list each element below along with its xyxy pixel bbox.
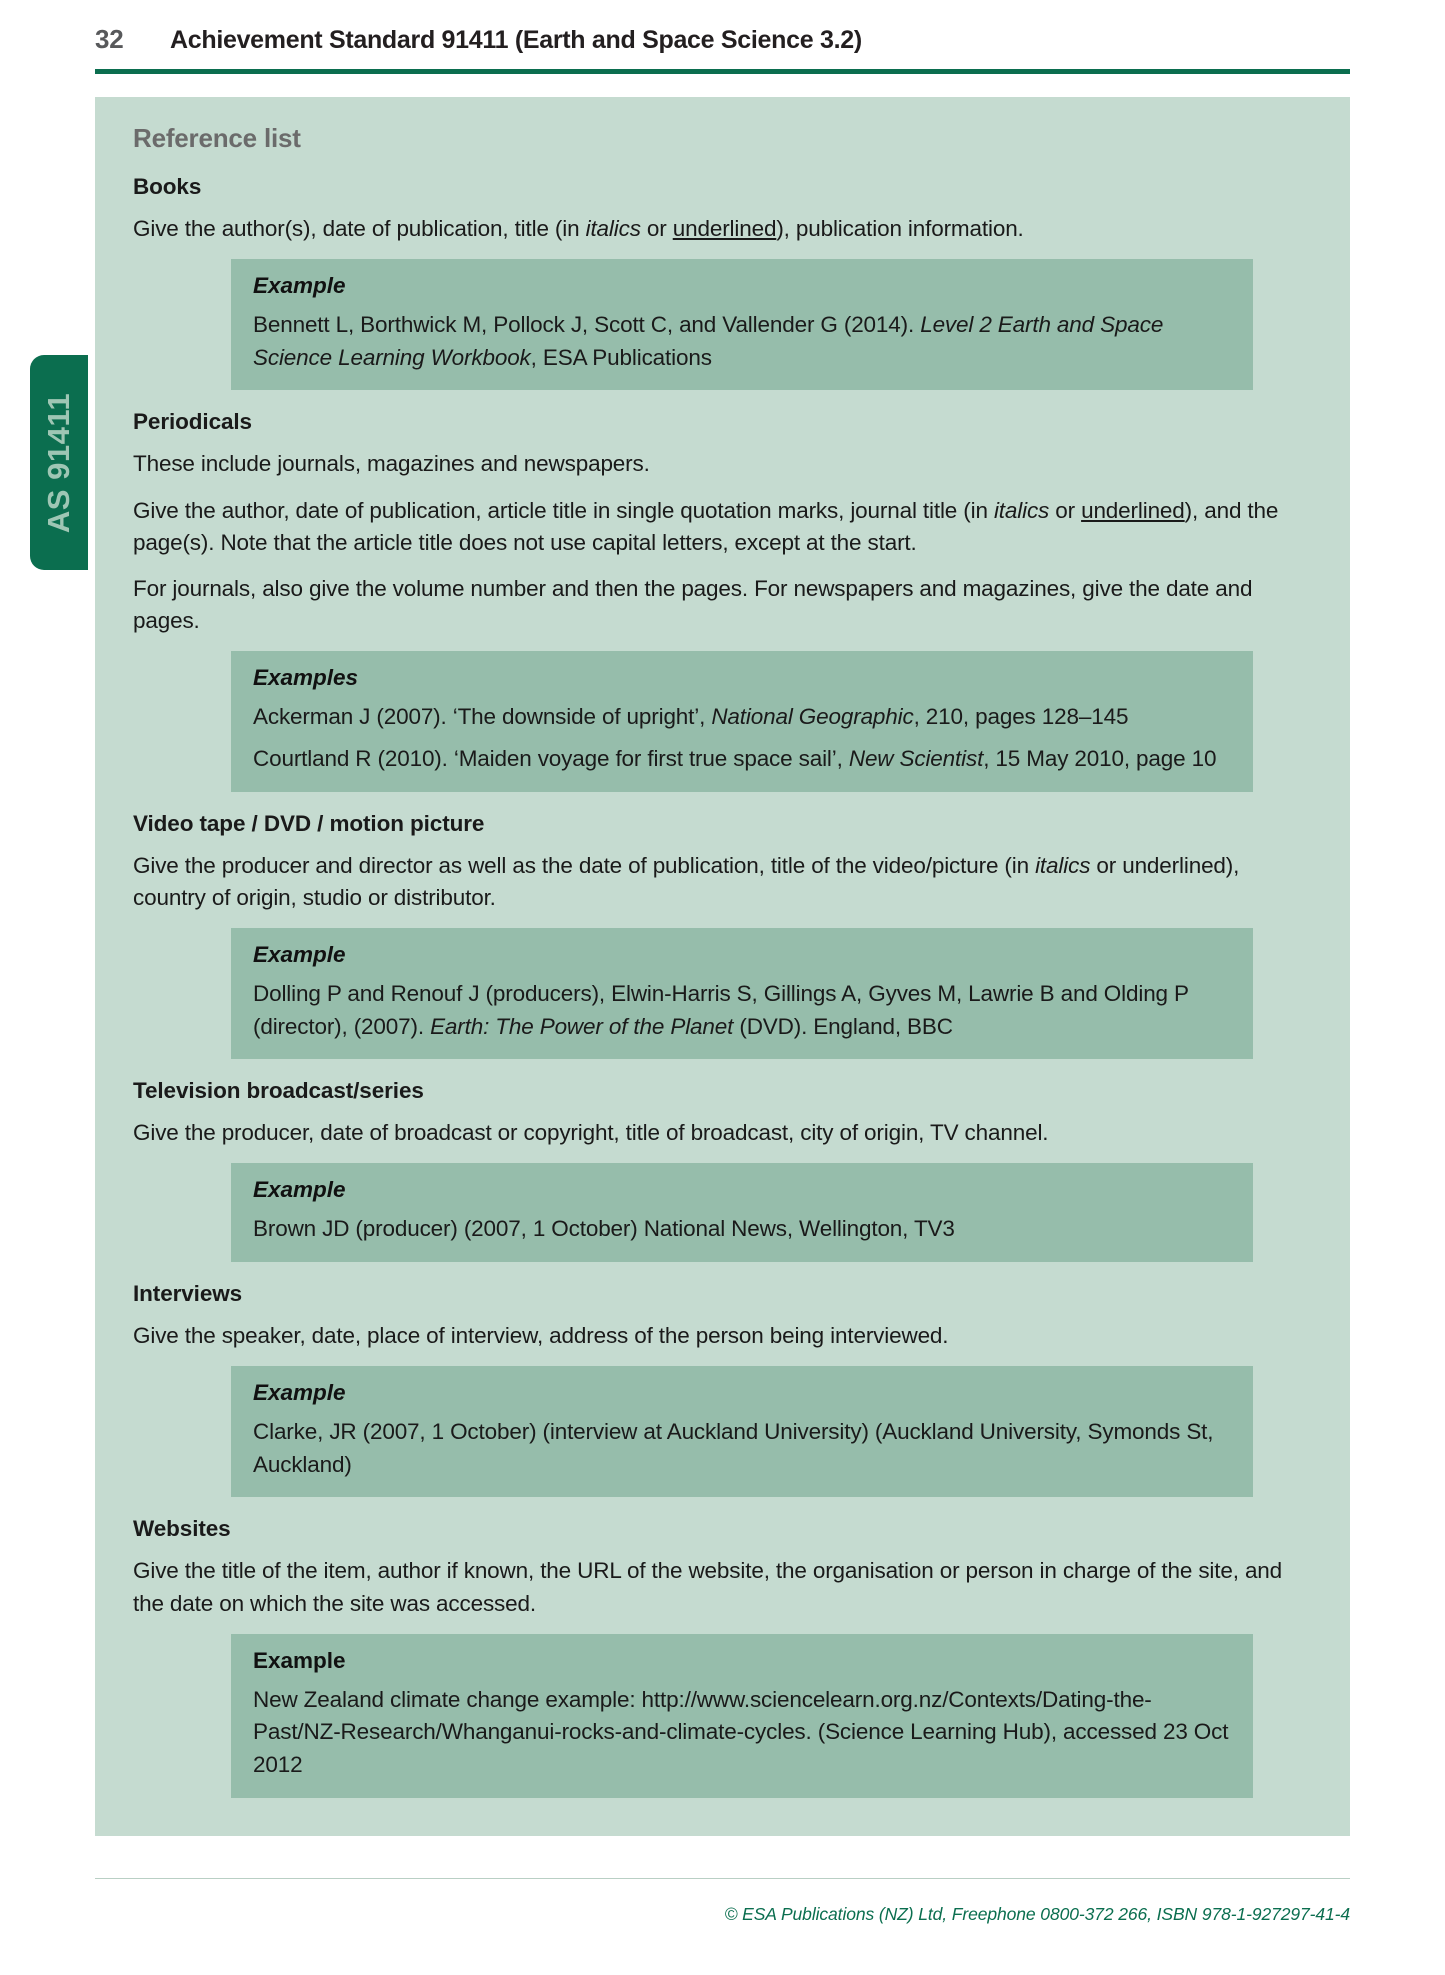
page-title: Achievement Standard 91411 (Earth and Space Science 3.2) [170,26,862,54]
example-line [253,701,1231,734]
example-box [231,1163,1253,1262]
section-paragraph [133,448,1310,480]
example-box [231,259,1253,390]
example-box [231,1634,1253,1798]
example-label: Example [253,1177,346,1203]
text-run: New Zealand climate change example: http://www.sciencelearn.org.nz/Contexts/Dating-the-Past/NZ-Research/Whanganui-rocks-and-climate-cycles. (Science Learning Hub), accessed 23 Oct 2012 [253,1686,1229,1777]
page-header [95,24,1350,55]
text-run: For journals, also give the volume number and then the pages. For newspapers and magazines, give the date and pages. [133,575,1253,634]
text-run: Give the author(s), date of publication, title (in [133,216,586,241]
example-line [253,309,1231,374]
section-heading: Websites [133,1516,231,1542]
text-run: New Scientist [848,745,984,771]
text-run: Dolling P and Renouf J (producers), Elwin-Harris S, Gillings A, Gyves M, Lawrie B and Olding P (director), (2007). [253,980,1189,1039]
panel-inner [95,123,1350,1798]
text-run: or [1049,497,1082,523]
text-run: Level 2 Earth and Space Science Learning Workbook [253,312,1164,370]
text-run: ), and the page(s). Note that the article title does not use capital letters, except at the start. [133,497,1279,555]
section-heading: Television broadcast/series [133,1078,424,1104]
text-run: Give the speaker, date, place of interview, address of the person being interviewed. [133,1322,949,1348]
example-line [253,978,1231,1043]
example-line [253,1684,1231,1782]
text-run: Give the producer, date of broadcast or copyright, title of broadcast, city of origin, TV channel. [133,1120,1049,1146]
text-run: (DVD). England, BBC [733,1013,953,1039]
example-label: Example [253,941,346,967]
footer-copyright: © ESA Publications (NZ) Ltd, Freephone 0800-372 266, ISBN 978-1-927297-41-4 [724,1904,1350,1924]
text-run: Bennett L, Borthwick M, Pollock J, Scott C, and Vallender G (2014). [253,312,921,338]
section-paragraph [133,850,1310,914]
text-run: Ackerman J (2007). ‘The downside of upright’, [253,704,712,730]
text-run: Give the author, date of publication, article title in single quotation marks, journal title (in [133,497,994,523]
footer-divider [95,1878,1350,1879]
example-label: Example [253,273,346,299]
reference-list-panel [95,97,1350,1836]
example-label: Examples [253,665,359,691]
section-paragraph [133,1555,1310,1619]
section-paragraph [133,495,1310,559]
text-run: italics [993,497,1050,523]
section-heading: Books [133,174,202,199]
side-tab-standard [30,355,88,570]
text-run: or [640,216,673,241]
text-run: Give the producer and director as well as the date of publication, title of the video/picture (in [133,852,1036,878]
page-number: 32 [95,24,124,54]
text-run: , 15 May 2010, page 10 [983,745,1217,771]
side-tab-label: AS 91411 [41,392,77,533]
text-run: italics [1035,852,1091,878]
section-heading: Interviews [133,1280,243,1306]
text-run: These include journals, magazines and newspapers. [133,451,650,477]
text-run: , 210, pages 128–145 [913,704,1129,730]
text-run: italics [585,216,641,241]
example-box [231,651,1253,791]
example-label: Example [253,1647,346,1673]
header-divider [95,69,1350,74]
text-run: Earth: The Power of the Planet [430,1013,734,1039]
section-paragraph [133,213,1310,245]
text-run: Courtland R (2010). ‘Maiden voyage for first true space sail’, [253,745,849,771]
example-line [253,743,1231,776]
text-run: Clarke, JR (2007, 1 October) (interview at Auckland University) (Auckland University, Symonds St, Auckland) [253,1419,1214,1477]
text-run: National Geographic [711,704,914,730]
example-box [231,1366,1253,1497]
text-run: Brown JD (producer) (2007, 1 October) National News, Wellington, TV3 [253,1216,955,1242]
section-paragraph [133,1320,1310,1352]
text-run: underlined [672,216,777,241]
text-run: Give the title of the item, author if known, the URL of the website, the organisation or person in charge of the site, and the date on which the site was accessed. [133,1558,1283,1616]
section-heading: Video tape / DVD / motion picture [133,810,485,836]
section-paragraph [133,573,1310,637]
text-run: or underlined), country of origin, studio or distributor. [133,852,1240,910]
section-heading: Periodicals [133,409,252,435]
example-line [253,1416,1231,1481]
sections-container [133,174,1310,1798]
text-run: , ESA Publications [530,344,712,370]
text-run: ), publication information. [776,216,1024,241]
text-run: underlined [1081,497,1185,523]
example-line [253,1213,1231,1246]
section-paragraph [133,1117,1310,1149]
example-box [231,928,1253,1059]
panel-title: Reference list [133,123,301,153]
example-label: Example [253,1380,346,1406]
